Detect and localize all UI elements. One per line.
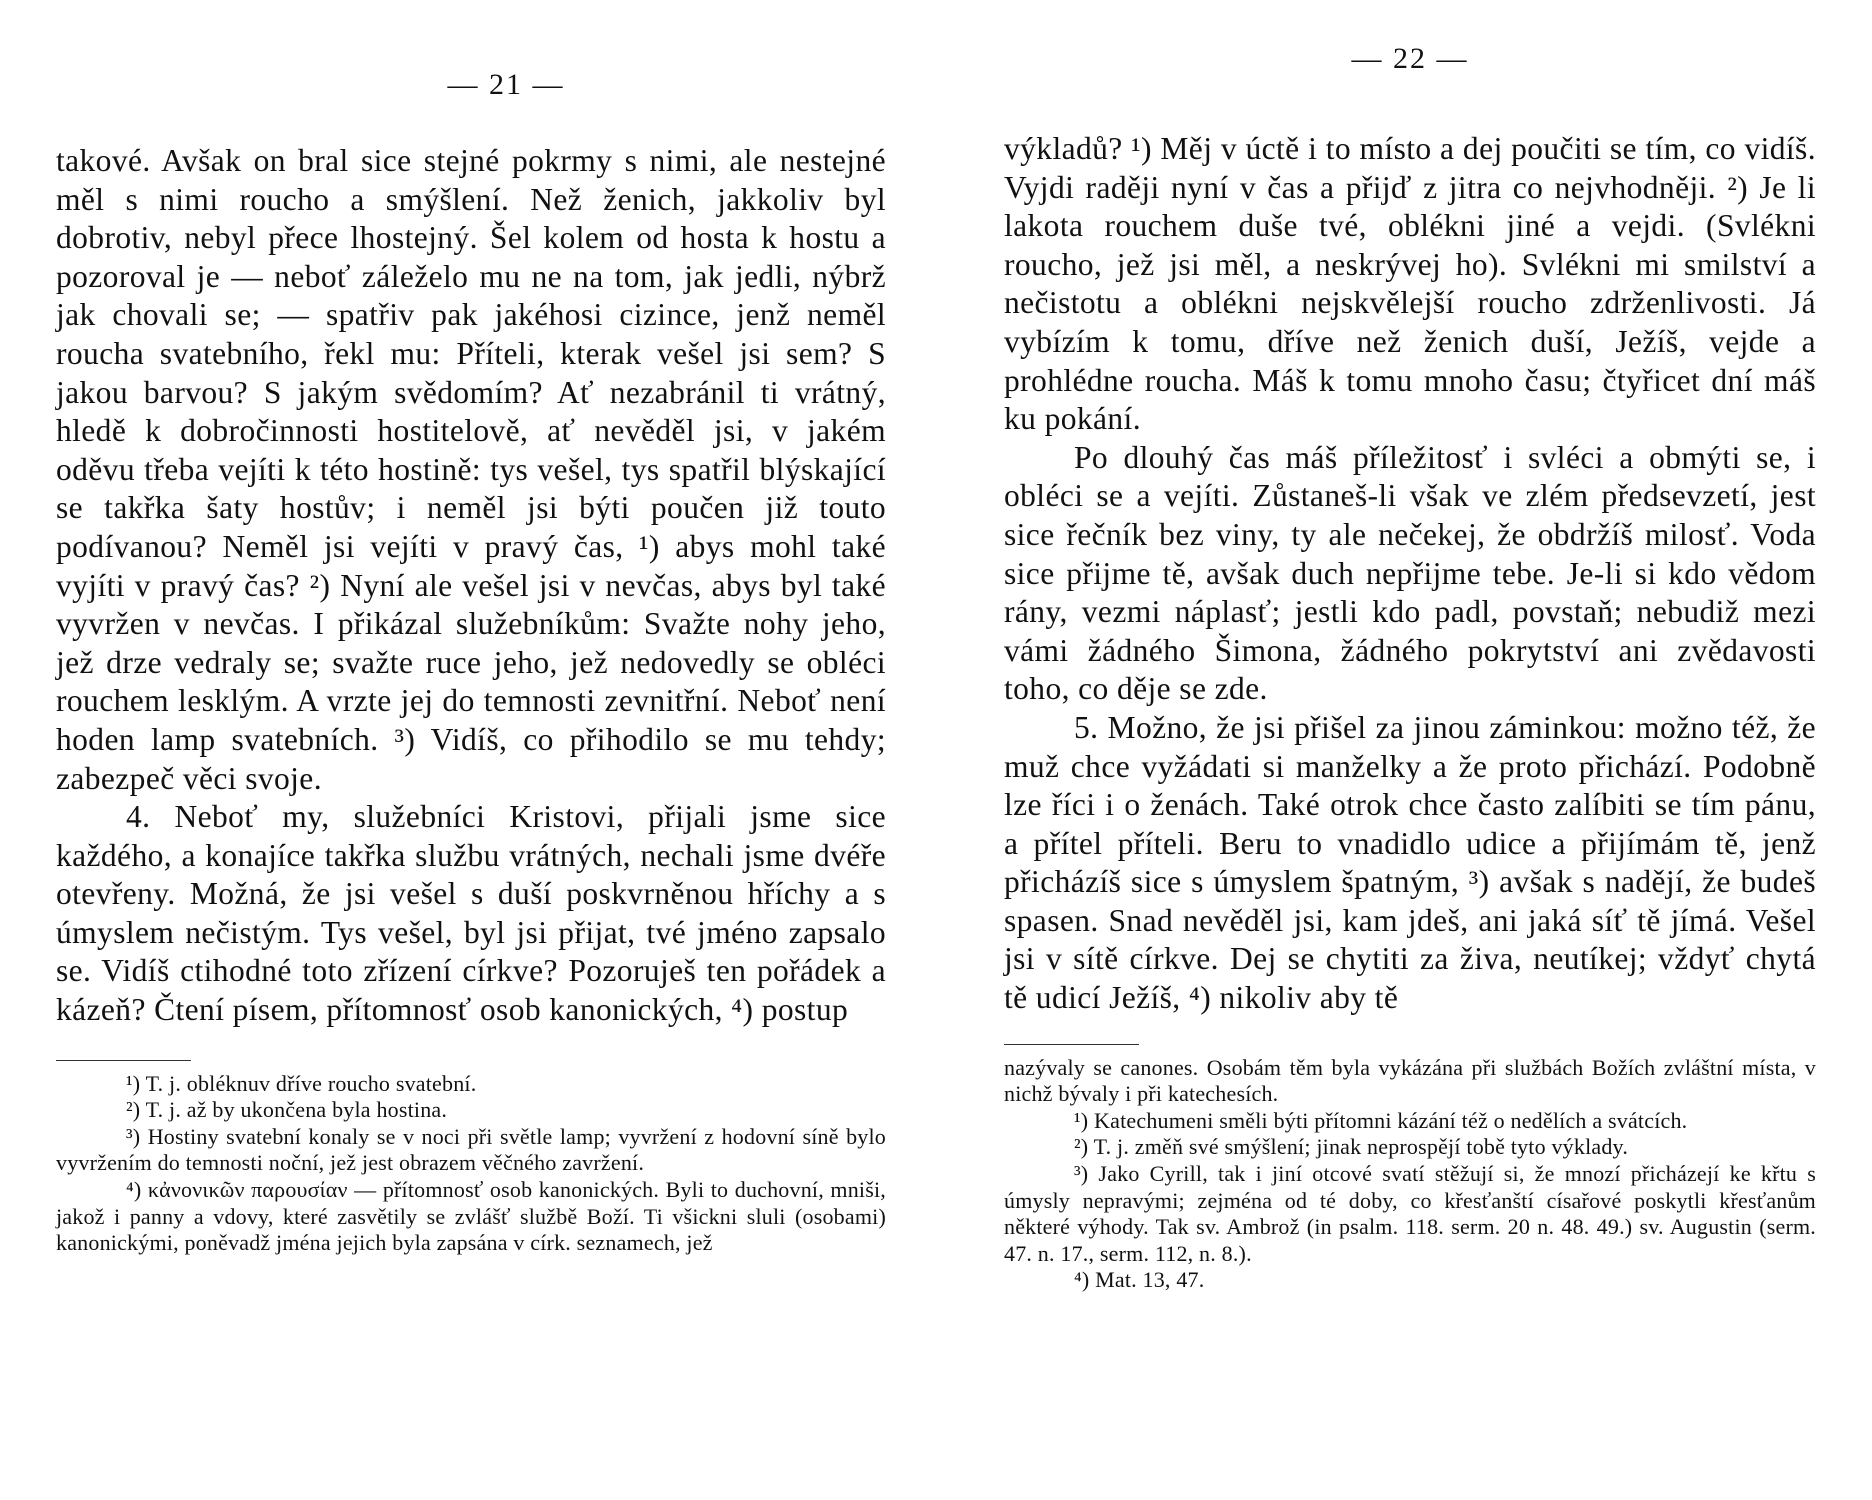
- paragraph: 5. Možno, že jsi přišel za jinou záminkou: možno též, že muž chce vyžádati si manželky a že proto přichází. Podobně lze říci i o ženách. Také otrok chce často zalíbiti se tím pánu, a přítel příteli. Beru to vnadidlo udice a přijímám tě, jenž přicházíš sice s úmyslem špatným, ³) avšak s nadějí, že budeš spasen. Snad nevěděl jsi, kam jdeš, ani jaká síť tě jímá. Vešel jsi v sítě církve. Dej se chytiti za živa, neutíkej; vždyť chytá tě udicí Ježíš, ⁴) nikoliv aby tě: [1004, 709, 1816, 1016]
- footnotes: [1004, 1044, 1816, 1294]
- paragraph: 4. Neboť my, služebníci Kristovi, přijali jsme sice každého, a konajíce takřka službu vrátných, nechali jsme dvéře otevřeny. Možná, že jsi vešel s duší poskvrněnou hříchy a s úmyslem nečistým. Tys vešel, byl jsi přijat, tvé jméno zapsalo se. Vidíš ctihodné toto zřízení církve? Pozoruješ ten pořádek a kázeň? Čtení písem, přítomnosť osob kanonických, ⁴) postup: [56, 799, 886, 1028]
- page-body: [1004, 130, 1816, 1018]
- left-page: [56, 0, 886, 1257]
- footnotes: [56, 1060, 886, 1257]
- footnote-divider: [1004, 1044, 1139, 1045]
- footnote-continuation: nazývaly se canones. Osobám těm byla vykázána při službách Božích zvláštní místa, v nichž bývaly i při katechesích.: [1004, 1054, 1816, 1107]
- footnote: ¹) T. j. obléknuv dříve roucho svatební.: [126, 1070, 477, 1096]
- footnote: ¹) Katechumeni směli býti přítomni kázání též o nedělích a svátcích.: [1074, 1107, 1688, 1133]
- footnote: ²) T. j. až by ukončena byla hostina.: [126, 1097, 448, 1123]
- page-body: [56, 142, 886, 1030]
- footnote: ⁴) κἀνονικῶν παρουσίαν — přítomnosť osob kanonických. Byli to duchovní, mniši, jakož i panny a vdovy, které zasvětily se zvlášť službě Boží. Ti všickni sluli (osobami) kanonickými, poněvadž jména jejich byla zapsána v círk. seznamech, jež: [56, 1177, 886, 1256]
- paragraph: Po dlouhý čas máš příležitosť i svléci a obmýti se, i obléci se a vejíti. Zůstaneš-li však ve zlém předsevzetí, jest sice řečník bez viny, ty ale nečekej, že obdržíš milosť. Voda sice přijme tě, avšak duch nepřijme tebe. Je-li si kdo vědom rány, vezmi náplasť; jestli kdo padl, povstaň; nebudiž mezi vámi žádného Šimona, žádného pokrytství ani zvědavosti toho, co děje se zde.: [1004, 439, 1816, 707]
- footnote: ³) Jako Cyrill, tak i jiní otcové svatí stěžují si, že mnozí přicházejí ke křtu s úmysly nepravými; zejména od té doby, co křesťanští císařové poskytli křesťanům některé výhody. Tak sv. Ambrož (in psalm. 118. serm. 20 n. 48. 49.) sv. Augustin (serm. 47. n. 17., serm. 112, n. 8.).: [1004, 1161, 1816, 1266]
- paragraph: výkladů? ¹) Měj v úctě i to místo a dej poučiti se tím, co vidíš. Vyjdi raději nyní v čas a přijď z jitra co nejvhodněji. ²) Je li lakota rouchem duše tvé, oblékni jiné a vejdi. (Svlékni roucho, jež jsi měl, a neskrývej ho). Svlékni mi smilství a nečistotu a oblékni nejskvělejší roucho zdrženlivosti. Já vybízím k tomu, dříve než ženich duší, Ježíš, vejde a prohlédne roucha. Máš k tomu mnoho času; čtyřicet dní máš ku pokání.: [1004, 131, 1816, 437]
- paragraph: takové. Avšak on bral sice stejné pokrmy s nimi, ale nestejné měl s nimi roucho a smýšlení. Než ženich, jakkoliv byl dobrotiv, nebyl přece lhostejný. Šel kolem od hosta k hostu a pozoroval je — neboť záleželo mu ne na tom, jak jedli, nýbrž jak chovali se; — spatřiv pak jakéhosi cizince, jenž neměl roucha svatebního, řekl mu: Příteli, kterak vešel jsi sem? S jakou barvou? S jakým svědomím? Ať nezabránil ti vrátný, hledě k dobročinnosti hostitelově, ať nevěděl jsi, v jakém oděvu třeba vejíti k této hostině: tys vešel, tys spatřil blýskající se takřka šaty hostův; i neměl jsi býti poučen již touto podívanou? Neměl jsi vejíti v pravý čas, ¹) abys mohl také vyjíti v pravý čas? ²) Nyní ale vešel jsi v nevčas, abys byl také vyvržen v nevčas. I přikázal služebníkům: Svažte nohy jeho, jež drze vedraly se; svažte ruce jeho, jež nedovedly se obléci rouchem lesklým. A vrzte jej do temnosti zevnitřní. Neboť není hoden lamp svatebních. ³) Vidíš, co přihodilo se mu tehdy; zabezpeč věci svoje.: [56, 143, 886, 796]
- footnote-divider: [56, 1060, 191, 1061]
- page-number: — 22 —: [1351, 42, 1469, 75]
- footnote: ²) T. j. změň své smýšlení; jinak neprospějí tobě tyto výklady.: [1074, 1134, 1629, 1160]
- right-page: [1004, 0, 1816, 1294]
- footnote: ³) Hostiny svatební konaly se v noci při světle lamp; vyvržení z hodovní síně bylo vyvržením do temnosti noční, jež jest obrazem věčného zavržení.: [56, 1123, 886, 1176]
- page-number: — 21 —: [447, 68, 565, 101]
- footnote: ⁴) Mat. 13, 47.: [1074, 1267, 1205, 1293]
